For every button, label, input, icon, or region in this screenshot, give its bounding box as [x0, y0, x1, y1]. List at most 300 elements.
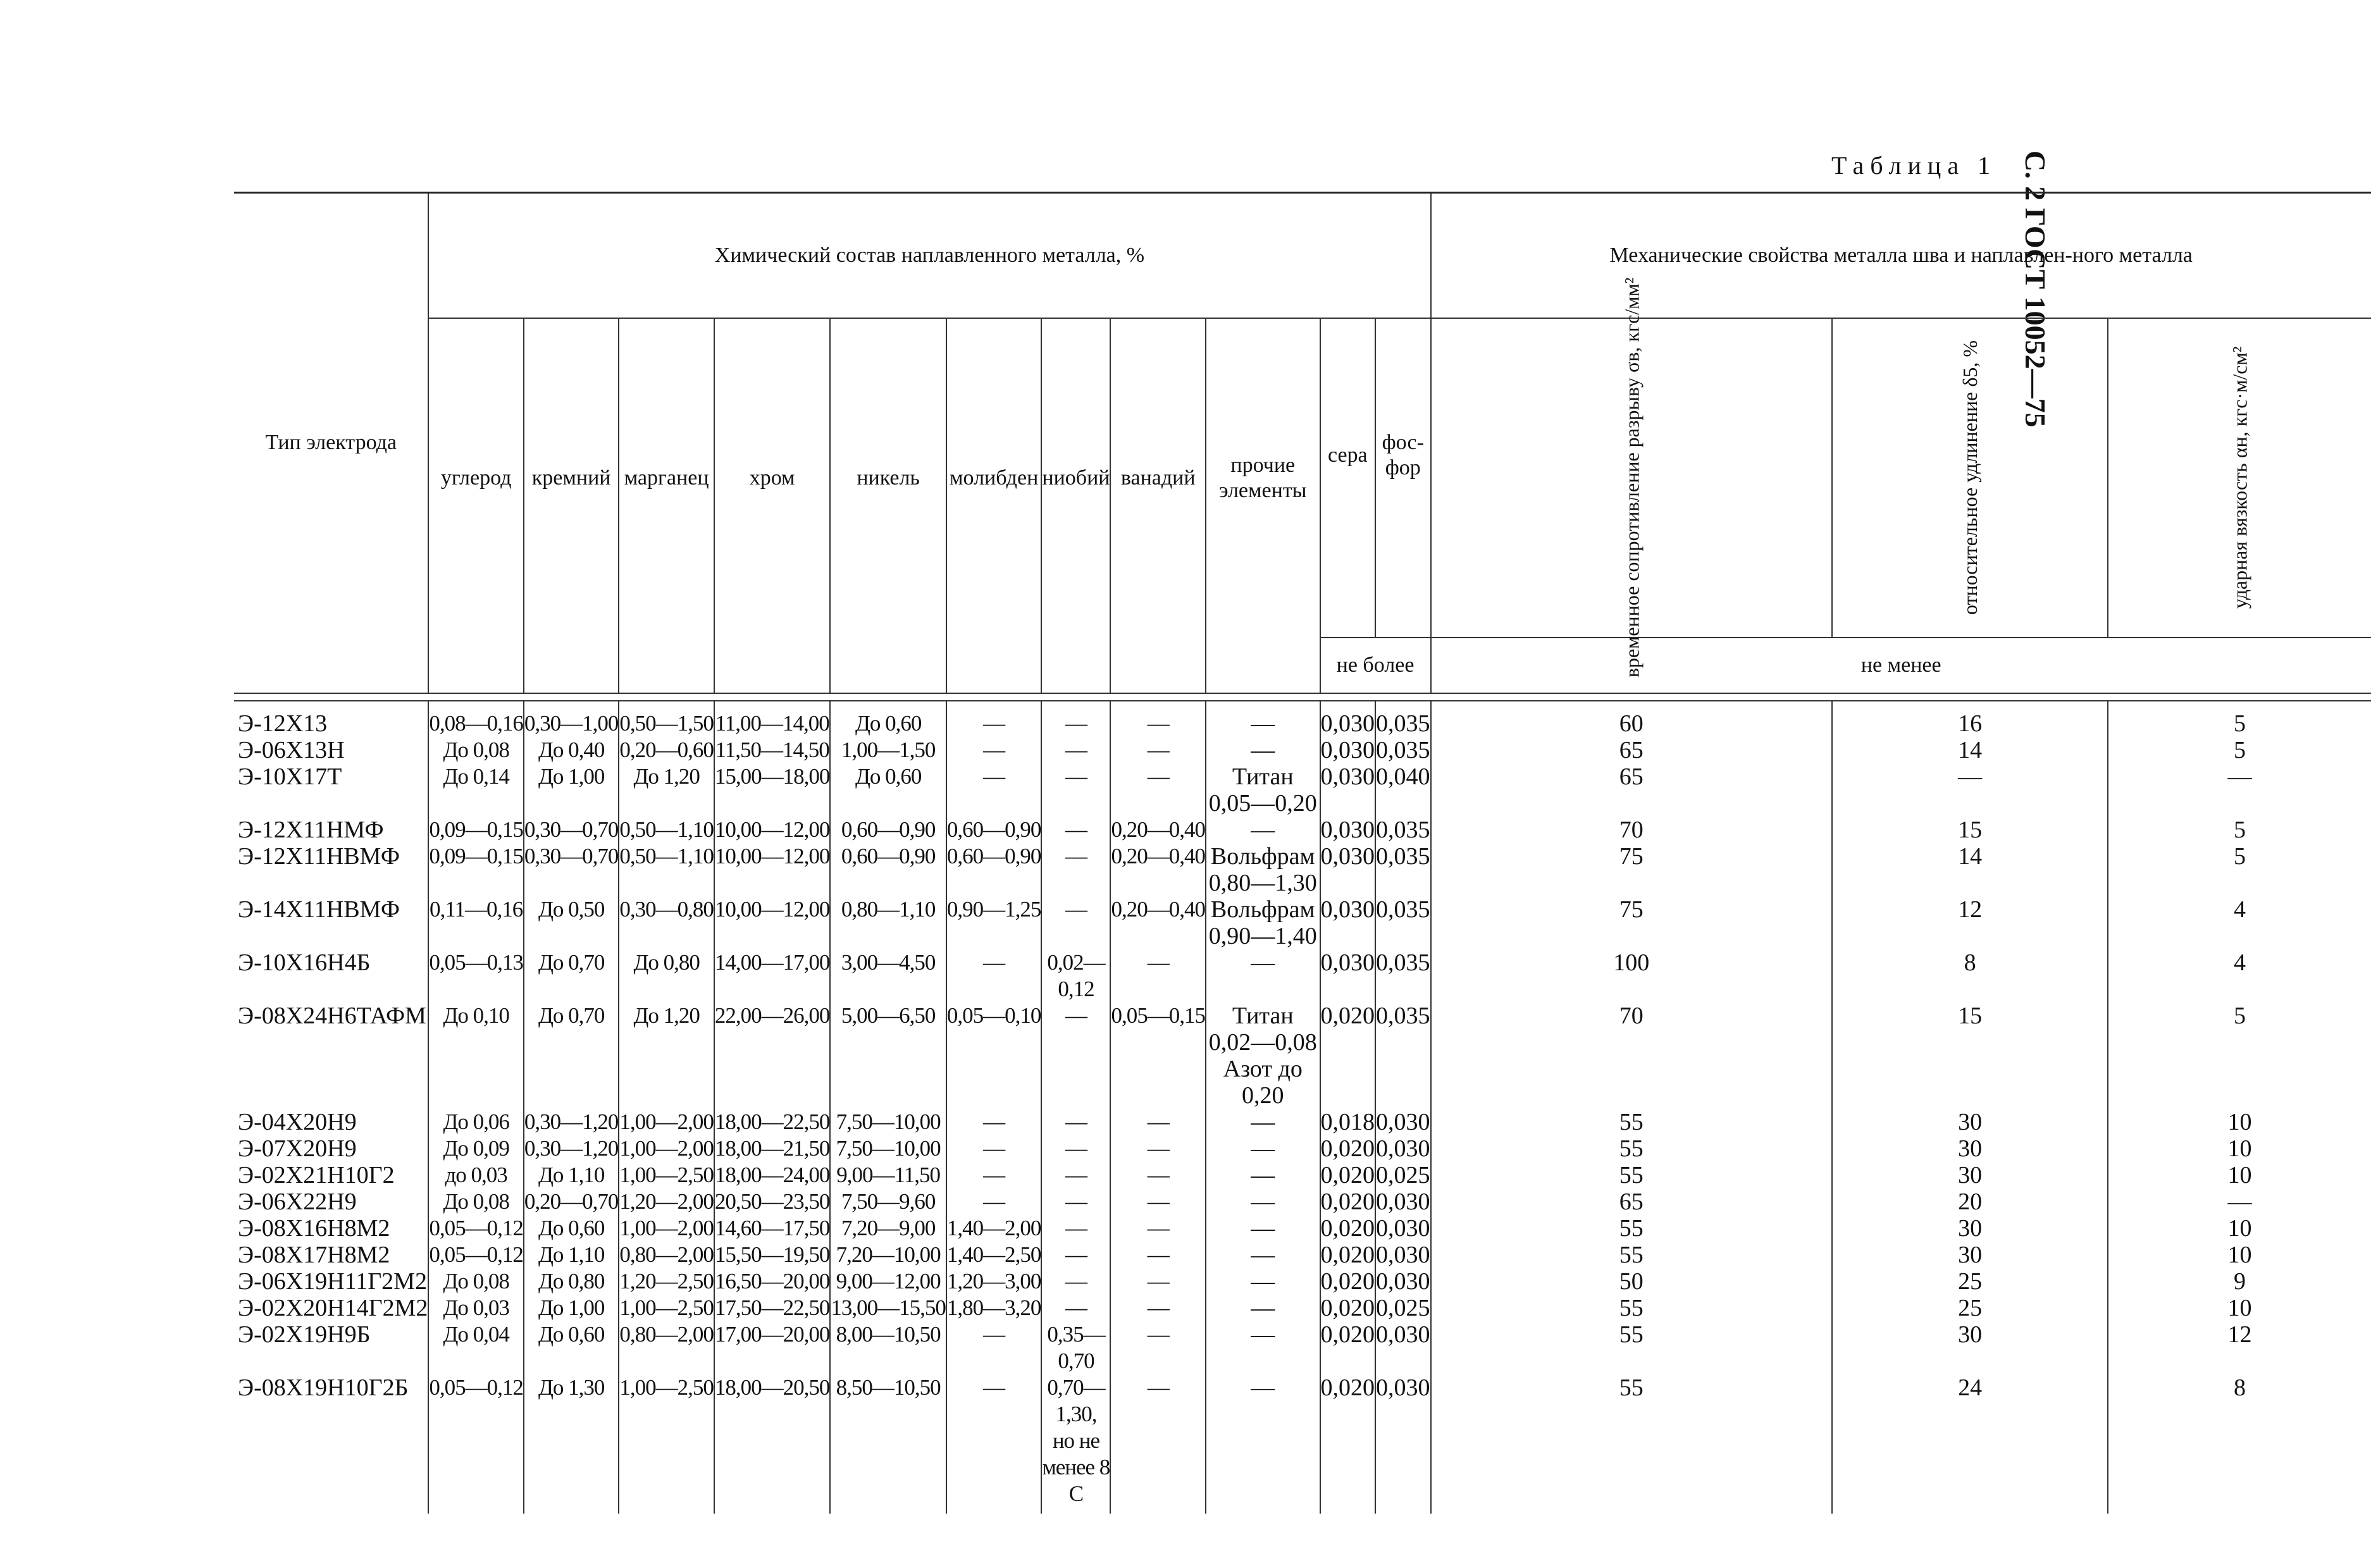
table-cell: — [1041, 843, 1110, 896]
table-cell: 0,30—0,80 [619, 896, 714, 949]
table-row [234, 1321, 2371, 1374]
table-cell: 24 [1832, 1374, 2108, 1514]
table-cell: 0,50—1,50 [619, 701, 714, 737]
table-cell: 5 [2108, 817, 2371, 843]
table-cell: 0,35—0,70 [1041, 1321, 1110, 1374]
table-cell: 0,11—0,16 [428, 896, 524, 949]
table-cell: 0,020 [1320, 1294, 1375, 1321]
electrode-table [234, 192, 2371, 1514]
table-cell: 17,00—20,00 [714, 1321, 831, 1374]
table-cell: 18,00—21,50 [714, 1135, 830, 1161]
table-cell: 0,030 [1376, 1188, 1430, 1215]
table-cell: — [1041, 1135, 1110, 1162]
table-cell: 17,50—22,50 [714, 1295, 830, 1320]
table-cell: 14,00—17,00 [714, 949, 831, 1003]
table-cell: — [1110, 737, 1206, 763]
table-cell: 10,00—12,00 [714, 896, 831, 949]
table-cell: 55 [1431, 1321, 1833, 1374]
table-cell: 0,025 [1376, 1294, 1430, 1321]
electrode-type-cell: Э-06Х22Н9 [238, 1188, 357, 1215]
table-cell: 7,50—10,00 [830, 1109, 946, 1135]
table-cell: 0,50—1,10 [619, 817, 714, 842]
table-cell: 1,00—2,50 [619, 1374, 714, 1514]
table-cell: 70 [1431, 1003, 1833, 1109]
table-cell: 25 [1832, 1295, 2108, 1321]
col-chromium: хром [714, 318, 831, 638]
table-cell: До 0,08 [428, 1188, 524, 1215]
col-carbon: углерод [428, 318, 524, 638]
table-cell: 22,00—26,00 [714, 1003, 831, 1109]
electrode-type-cell: Э-08Х17Н8М2 [238, 1241, 390, 1268]
table-cell: — [1110, 763, 1206, 817]
table-cell: — [1206, 1268, 1320, 1295]
electrode-type-cell: Э-12Х11НМФ [238, 816, 384, 843]
table-cell: Вольфрам 0,90—1,40 [1206, 896, 1320, 949]
table-cell: 10 [2108, 1215, 2371, 1242]
table-cell: До 0,04 [428, 1321, 524, 1374]
table-cell: 55 [1431, 1162, 1833, 1188]
table-cell: 0,60—0,90 [830, 843, 946, 896]
table-cell: — [1041, 1295, 1110, 1321]
table-cell: — [1110, 1135, 1206, 1162]
table-cell: 0,30—1,20 [524, 1109, 619, 1134]
table-cell: — [1206, 701, 1320, 737]
table-cell: 7,20—10,00 [830, 1242, 946, 1268]
table-cell: 0,05—0,12 [429, 1215, 523, 1240]
table-cell: 10 [2108, 1295, 2371, 1321]
electrode-type-cell: Э-06Х19Н11Г2М2 [238, 1268, 427, 1295]
electrode-type-cell: Э-10Х16Н4Б [238, 949, 371, 976]
table-cell: До 0,60 [524, 1215, 619, 1242]
table-cell: — [1206, 1215, 1320, 1242]
table-cell: — [1041, 817, 1110, 843]
table-row [234, 1162, 2371, 1188]
table-cell: — [1206, 1374, 1320, 1514]
table-cell: — [1110, 949, 1206, 1003]
electrode-type-cell: Э-06Х13Н [238, 736, 345, 763]
table-cell: — [1110, 1321, 1206, 1374]
table-cell: 0,030 [1320, 816, 1375, 843]
table-cell: 0,030 [1320, 949, 1376, 1003]
col-silicon: кремний [524, 318, 619, 638]
table-cell: 0,02—0,12 [1041, 949, 1110, 1003]
table-cell: 100 [1431, 949, 1833, 1003]
table-cell: 30 [1832, 1135, 2108, 1162]
table-cell: 4 [2108, 896, 2371, 949]
table-cell: 70 [1431, 817, 1833, 843]
table-cell: — [1041, 1215, 1110, 1242]
table-cell: До 0,60 [524, 1321, 619, 1374]
table-cell: — [1110, 1215, 1206, 1242]
table-cell: 0,05—0,12 [429, 1242, 523, 1267]
table-cell: 8,00—10,50 [830, 1321, 946, 1374]
table-cell: До 1,00 [524, 1295, 619, 1321]
table-cell: До 1,20 [619, 763, 714, 817]
col-nickel: никель [830, 318, 946, 638]
table-cell: 55 [1431, 1109, 1833, 1135]
table-cell: 0,035 [1375, 1003, 1431, 1109]
table-cell: До 0,03 [428, 1295, 524, 1321]
table-cell: — [946, 701, 1042, 737]
table-cell: 13,00—15,50 [831, 1295, 946, 1320]
table-cell: 15 [1832, 817, 2108, 843]
col-other-elements: прочие элементы [1206, 318, 1320, 638]
col-impact-strength [2108, 318, 2371, 638]
table-cell: 0,05—0,10 [946, 1003, 1042, 1109]
table-row [234, 817, 2371, 843]
table-cell: 0,035 [1375, 701, 1431, 737]
table-cell: 0,20—0,40 [1110, 843, 1206, 896]
table-cell: — [1206, 737, 1320, 763]
table-cell: — [946, 949, 1042, 1003]
table-cell: 10,00—12,00 [714, 843, 831, 896]
table-cell: 0,030 [1376, 1108, 1430, 1135]
table-cell: Вольфрам 0,80—1,30 [1206, 843, 1320, 896]
table-cell: 14 [1832, 737, 2108, 763]
table-cell: 55 [1431, 1135, 1833, 1162]
table-cell: 0,05—0,13 [428, 949, 524, 1003]
table-cell: — [1110, 1242, 1206, 1268]
table-cell: 8 [2108, 1374, 2371, 1514]
col-elongation [1832, 318, 2108, 638]
table-cell: — [1041, 896, 1110, 949]
electrode-type-cell: Э-02Х20Н14Г2М2 [238, 1294, 428, 1321]
table-cell: 0,030 [1320, 763, 1376, 817]
table-cell: 0,030 [1376, 1214, 1430, 1242]
table-cell: 5 [2108, 701, 2371, 737]
table-cell: 1,20—2,00 [619, 1188, 714, 1214]
table-row [234, 1268, 2371, 1295]
table-row [234, 1003, 2371, 1109]
table-cell: 0,030 [1320, 843, 1376, 896]
table-cell: До 1,00 [524, 763, 619, 817]
table-cell: До 1,10 [524, 1162, 619, 1188]
table-cell: 14 [1832, 843, 2108, 896]
table-cell: 30 [1832, 1215, 2108, 1242]
table-cell: 0,035 [1375, 896, 1431, 949]
table-cell: 55 [1431, 1215, 1833, 1242]
electrode-type-cell: Э-12Х11НВМФ [238, 843, 400, 870]
col-manganese: марганец [619, 318, 714, 638]
table-cell: 7,50—10,00 [830, 1135, 946, 1162]
table-cell: 1,00—2,00 [619, 1109, 714, 1134]
table-cell: 0,60—0,90 [830, 817, 946, 843]
table-cell: 60 [1431, 701, 1833, 737]
table-row [234, 949, 2371, 1003]
table-cell: 1,00—2,00 [619, 1215, 714, 1240]
table-cell: — [2108, 1188, 2371, 1215]
table-cell: 0,020 [1320, 1003, 1376, 1109]
table-cell: 0,90—1,25 [946, 896, 1042, 949]
table-cell: 12 [1832, 896, 2108, 949]
table-cell: 1,80—3,20 [946, 1295, 1041, 1320]
table-cell: 20 [1832, 1188, 2108, 1215]
table-cell: 0,80—2,00 [619, 1242, 714, 1267]
table-cell: до 0,03 [428, 1162, 524, 1188]
table-cell: До 1,20 [619, 1003, 714, 1109]
table-cell: 0,030 [1376, 1268, 1430, 1295]
table-cell: — [1041, 1268, 1110, 1295]
not-more-label: не более [1320, 638, 1431, 693]
table-cell: 0,030 [1376, 1241, 1430, 1268]
table-cell: 10 [2108, 1242, 2371, 1268]
table-cell: 1,20—2,50 [619, 1268, 714, 1293]
table-cell: 0,030 [1320, 896, 1376, 949]
table-cell: 0,60—0,90 [946, 843, 1042, 896]
table-cell: 0,20—0,70 [524, 1188, 619, 1214]
table-cell: 0,040 [1375, 763, 1431, 817]
table-cell: 0,020 [1320, 1161, 1375, 1188]
table-cell: — [1206, 1188, 1320, 1215]
table-cell: 0,09—0,15 [428, 843, 524, 896]
table-cell: До 0,80 [524, 1268, 619, 1295]
table-cell: 0,30—1,20 [524, 1135, 619, 1161]
table-cell: 25 [1832, 1268, 2108, 1295]
table-cell: — [1832, 763, 2108, 817]
electrode-type-cell: Э-08Х24Н6ТАФМ [238, 1002, 426, 1029]
table-cell: — [1041, 763, 1110, 817]
table-cell: 65 [1431, 737, 1833, 763]
col-vanadium: ванадий [1110, 318, 1206, 638]
electrode-type-cell: Э-14Х11НВМФ [238, 896, 400, 923]
table-cell: 0,09—0,15 [429, 817, 523, 842]
table-cell: До 0,10 [428, 1003, 524, 1109]
electrode-type-cell: Э-08Х19Н10Г2Б [238, 1374, 409, 1401]
table-cell: 1,00—2,00 [619, 1135, 714, 1161]
table-cell: — [946, 1162, 1042, 1188]
table-cell: 0,020 [1320, 1135, 1375, 1162]
table-cell: 11,50—14,50 [715, 737, 829, 762]
table-cell: 65 [1431, 763, 1833, 817]
table-cell: До 0,08 [428, 1268, 524, 1295]
table-cell: До 0,60 [830, 763, 946, 817]
table-cell: 30 [1832, 1162, 2108, 1188]
table-cell: 12 [2108, 1321, 2371, 1374]
table-cell: 11,00—14,00 [714, 701, 831, 737]
table-cell: 18,00—20,50 [714, 1374, 831, 1514]
table-cell: 65 [1431, 1188, 1833, 1215]
table-cell: 0,020 [1320, 1268, 1375, 1295]
table-cell: — [1041, 1003, 1110, 1109]
table-cell: 0,30—0,70 [524, 817, 619, 842]
table-cell: 0,70—1,30, но не менее 8 С [1041, 1374, 1110, 1514]
table-cell: До 0,70 [524, 949, 619, 1003]
table-cell: 30 [1832, 1109, 2108, 1135]
table-cell: — [1110, 1109, 1206, 1135]
not-less-label: не менее [1431, 638, 2371, 693]
table-cell: 0,030 [1375, 1374, 1431, 1514]
table-cell: До 0,40 [524, 737, 619, 763]
table-cell: — [1110, 1162, 1206, 1188]
table-cell: — [946, 1374, 1042, 1514]
table-cell: 55 [1431, 1242, 1833, 1268]
table-cell: — [1110, 1374, 1206, 1514]
table-cell: — [1041, 1109, 1110, 1135]
table-cell: 5 [2108, 1003, 2371, 1109]
table-header [234, 193, 2371, 701]
table-caption: Таблица 1 [1831, 151, 1997, 180]
table-cell: 0,030 [1320, 736, 1375, 763]
table-cell: 4 [2108, 949, 2371, 1003]
table-cell: — [946, 1321, 1042, 1374]
table-cell: 75 [1431, 896, 1833, 949]
table-cell: До 0,70 [524, 1003, 619, 1109]
table-cell: 18,00—24,00 [714, 1162, 830, 1187]
table-cell: — [1206, 1295, 1320, 1321]
electrode-type-cell: Э-07Х20Н9 [238, 1135, 357, 1162]
table-cell: 5,00—6,50 [830, 1003, 946, 1109]
table-cell: До 0,80 [619, 949, 714, 1003]
table-cell: — [946, 737, 1042, 763]
table-cell: 15,00—18,00 [714, 763, 831, 817]
table-cell: 0,020 [1320, 1241, 1375, 1268]
elongation-label: относительное удлинение δ5, % [1959, 340, 1982, 615]
electrode-type-header: Тип электрода [234, 193, 428, 693]
table-cell: 1,00—2,50 [619, 1162, 714, 1187]
table-cell: 15 [1832, 1003, 2108, 1109]
table-cell: 0,20—0,40 [1111, 817, 1205, 842]
table-row [234, 1188, 2371, 1215]
table-cell: До 0,06 [428, 1109, 524, 1135]
table-cell: 0,05—0,15 [1110, 1003, 1206, 1109]
table-cell: 10,00—12,00 [714, 817, 830, 842]
table-cell: — [1110, 1188, 1206, 1215]
table-row [234, 1109, 2371, 1135]
electrode-type-cell: Э-04Х20Н9 [238, 1108, 357, 1135]
table-cell: 0,018 [1320, 1108, 1375, 1135]
table-cell: 1,00—1,50 [830, 737, 946, 763]
table-cell: 7,20—9,00 [830, 1215, 946, 1242]
table-cell: — [946, 1109, 1042, 1135]
table-cell: — [946, 1188, 1042, 1215]
table-cell: 50 [1431, 1268, 1833, 1295]
table-cell: — [1206, 1109, 1320, 1135]
table-cell: 0,035 [1375, 949, 1431, 1003]
table-cell: До 0,08 [428, 737, 524, 763]
table-cell: 3,00—4,50 [830, 949, 946, 1003]
table-cell: 0,08—0,16 [428, 701, 524, 737]
table-cell: — [1041, 1242, 1110, 1268]
table-cell: 1,00—2,50 [619, 1295, 714, 1320]
table-cell: 0,60—0,90 [946, 817, 1041, 842]
table-cell: — [1041, 1162, 1110, 1188]
table-row [234, 1242, 2371, 1268]
table-cell: — [1110, 1268, 1206, 1295]
table-cell: Титан 0,02—0,08 Азот до 0,20 [1206, 1003, 1320, 1109]
table-cell: — [1206, 1162, 1320, 1188]
table-row [234, 1374, 2371, 1514]
table-cell: 5 [2108, 843, 2371, 896]
table-cell: — [946, 763, 1042, 817]
side-title-text: С. 2 ГОСТ 10052—75 [2019, 151, 2052, 428]
table-cell: 10 [2108, 1135, 2371, 1162]
table-cell: 14,60—17,50 [714, 1215, 830, 1240]
table-cell: 0,80—1,10 [830, 896, 946, 949]
impact-strength-label: ударная вязкость αн, кгс·м/см² [2228, 346, 2251, 609]
table-cell: 1,20—3,00 [946, 1268, 1041, 1293]
table-cell: 9 [2108, 1268, 2371, 1295]
table-row [234, 896, 2371, 949]
table-cell: До 0,60 [830, 701, 946, 737]
table-cell: Титан 0,05—0,20 [1206, 763, 1320, 817]
table-cell: 0,05—0,12 [428, 1374, 524, 1514]
table-cell: 0,020 [1320, 1214, 1375, 1242]
table-cell: 0,20—0,60 [619, 737, 714, 762]
table-cell: — [1041, 737, 1110, 763]
tensile-strength-label: временное сопротивление разрыву σв, кгс/мм² [1619, 277, 1643, 678]
table-cell: 20,50—23,50 [714, 1188, 830, 1214]
table-cell: 1,40—2,00 [946, 1215, 1041, 1240]
table-cell: До 0,50 [524, 896, 619, 949]
table-row [234, 701, 2371, 737]
table-cell: 0,20—0,40 [1110, 896, 1206, 949]
table-row [234, 763, 2371, 817]
table-cell: 7,50—9,60 [830, 1188, 946, 1215]
table-cell: 0,025 [1376, 1161, 1430, 1188]
table-row [234, 1135, 2371, 1162]
table-cell: 0,030 [1375, 1321, 1431, 1374]
table-cell: 10 [2108, 1162, 2371, 1188]
table-cell: До 0,14 [428, 763, 524, 817]
table-cell: 0,30—1,00 [524, 701, 619, 737]
col-sulfur: сера [1320, 318, 1376, 638]
table-cell: 18,00—22,50 [714, 1109, 830, 1134]
table-cell: — [1206, 1321, 1320, 1374]
table-cell: 8 [1832, 949, 2108, 1003]
table-cell: 15,50—19,50 [714, 1242, 830, 1267]
table-cell: — [1206, 949, 1320, 1003]
table-row [234, 1215, 2371, 1242]
table-cell: 0,035 [1375, 843, 1431, 896]
electrode-type-cell: Э-08Х16Н8М2 [238, 1214, 390, 1242]
col-phosphorus: фос-фор [1375, 318, 1431, 638]
table-cell: — [1206, 817, 1320, 843]
table-cell: 0,020 [1320, 1188, 1375, 1215]
table-cell: 9,00—11,50 [830, 1162, 946, 1188]
table-cell: — [1110, 1295, 1206, 1321]
col-molybdenum: молибден [946, 318, 1042, 638]
table-body [234, 701, 2371, 1514]
electrode-type-cell: Э-02Х19Н9Б [238, 1321, 371, 1348]
table-cell: 30 [1832, 1321, 2108, 1374]
electrode-type-cell: Э-10Х17Т [238, 763, 342, 790]
table-cell: — [1041, 1188, 1110, 1215]
table-cell: 0,030 [1320, 701, 1376, 737]
table-cell: 30 [1832, 1242, 2108, 1268]
table-cell: 0,020 [1320, 1374, 1376, 1514]
table-cell: 16 [1832, 701, 2108, 737]
table-cell: 0,035 [1376, 816, 1430, 843]
table-cell: 8,50—10,50 [830, 1374, 946, 1514]
table-row [234, 1295, 2371, 1321]
table-cell: 1,40—2,50 [946, 1242, 1041, 1267]
table-cell: — [1206, 1242, 1320, 1268]
table-row [234, 737, 2371, 763]
table-cell: 16,50—20,00 [714, 1268, 830, 1293]
table-cell: До 0,09 [428, 1135, 524, 1162]
table-cell: До 1,30 [524, 1374, 619, 1514]
table-cell: 10 [2108, 1109, 2371, 1135]
table-cell: 5 [2108, 737, 2371, 763]
table-cell: — [946, 1135, 1042, 1162]
col-niobium: ниобий [1041, 318, 1110, 638]
chem-composition-header: Химический состав наплавленного металла, % [428, 193, 1430, 318]
table-cell: — [1110, 701, 1206, 737]
table-cell: До 1,10 [524, 1242, 619, 1268]
mech-properties-header: Механические свойства металла шва и наплавлен-ного металла [1431, 193, 2371, 318]
table-cell: 0,035 [1376, 736, 1430, 763]
electrode-type-cell: Э-12Х13 [238, 710, 328, 737]
